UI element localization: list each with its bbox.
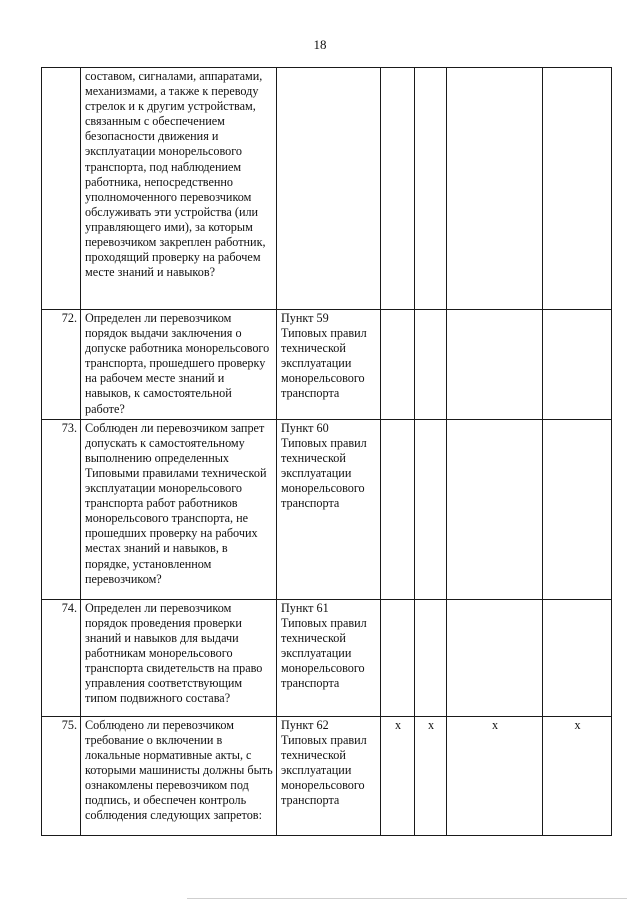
table-row (42, 310, 612, 420)
checklist-table (41, 67, 612, 836)
answer-no-cell: x (415, 716, 447, 835)
answer-na-cell (447, 310, 543, 420)
legal-reference: Пункт 59 Типовых правил технической эксплуатации монорельсового транспорта (277, 310, 381, 420)
requirement-text: Определен ли перевозчиком порядок проведения проверки знаний и навыков для выдачи работникам монорельсового транспорта свидетельств на право управления соответствующим типом подвижного состава? (81, 599, 277, 716)
requirement-text: составом, сигналами, аппаратами, механизмами, а также к переводу стрелок и к другим устройствам, связанным с обеспечением безопасности движения и эксплуатации монорельсового транспорта, под наблюдением работника, непосредственно уполномоченного перевозчиком обслуживать эти устройства (или управляющего ими), за которым перевозчиком закреплен работник, проходящий проверку на рабочем месте знаний и навыков? (81, 68, 277, 310)
row-number: 75. (42, 716, 81, 835)
requirement-text: Определен ли перевозчиком порядок выдачи заключения о допуске работника монорельсового транспорта, прошедшего проверку на рабочем месте знаний и навыков, к самостоятельной работе? (81, 310, 277, 420)
bottom-divider (187, 898, 627, 899)
answer-na-cell (447, 68, 543, 310)
answer-na-cell (447, 599, 543, 716)
answer-yes-cell (381, 68, 415, 310)
requirement-text: Соблюден ли перевозчиком запрет допускать к самостоятельному выполнению определенных Типовыми правилами технической эксплуатации монорельсового транспорта работ работников монорельсового транспорта, не прошедших проверку на рабочих местах знаний и навыков, в порядке, установленном перевозчиком? (81, 419, 277, 599)
row-number: 72. (42, 310, 81, 420)
legal-reference (277, 68, 381, 310)
answer-na-cell (447, 419, 543, 599)
note-cell (543, 599, 612, 716)
table-row (42, 716, 612, 835)
row-number: 74. (42, 599, 81, 716)
table-row (42, 599, 612, 716)
note-cell (543, 310, 612, 420)
answer-yes-cell: x (381, 716, 415, 835)
note-cell: x (543, 716, 612, 835)
page-number: 18 (313, 37, 327, 52)
table-row (42, 419, 612, 599)
table-row (42, 68, 612, 310)
answer-no-cell (415, 599, 447, 716)
answer-no-cell (415, 310, 447, 420)
legal-reference: Пункт 60 Типовых правил технической эксплуатации монорельсового транспорта (277, 419, 381, 599)
row-number (42, 68, 81, 310)
answer-na-cell: x (447, 716, 543, 835)
answer-yes-cell (381, 310, 415, 420)
note-cell (543, 68, 612, 310)
answer-no-cell (415, 68, 447, 310)
answer-yes-cell (381, 419, 415, 599)
note-cell (543, 419, 612, 599)
legal-reference: Пункт 61 Типовых правил технической эксплуатации монорельсового транспорта (277, 599, 381, 716)
legal-reference: Пункт 62 Типовых правил технической эксплуатации монорельсового транспорта (277, 716, 381, 835)
answer-yes-cell (381, 599, 415, 716)
requirement-text: Соблюдено ли перевозчиком требование о включении в локальные нормативные акты, с которыми машинисты должны быть ознакомлены перевозчиком под подпись, и обеспечен контроль соблюдения следующих запретов: (81, 716, 277, 835)
row-number: 73. (42, 419, 81, 599)
answer-no-cell (415, 419, 447, 599)
